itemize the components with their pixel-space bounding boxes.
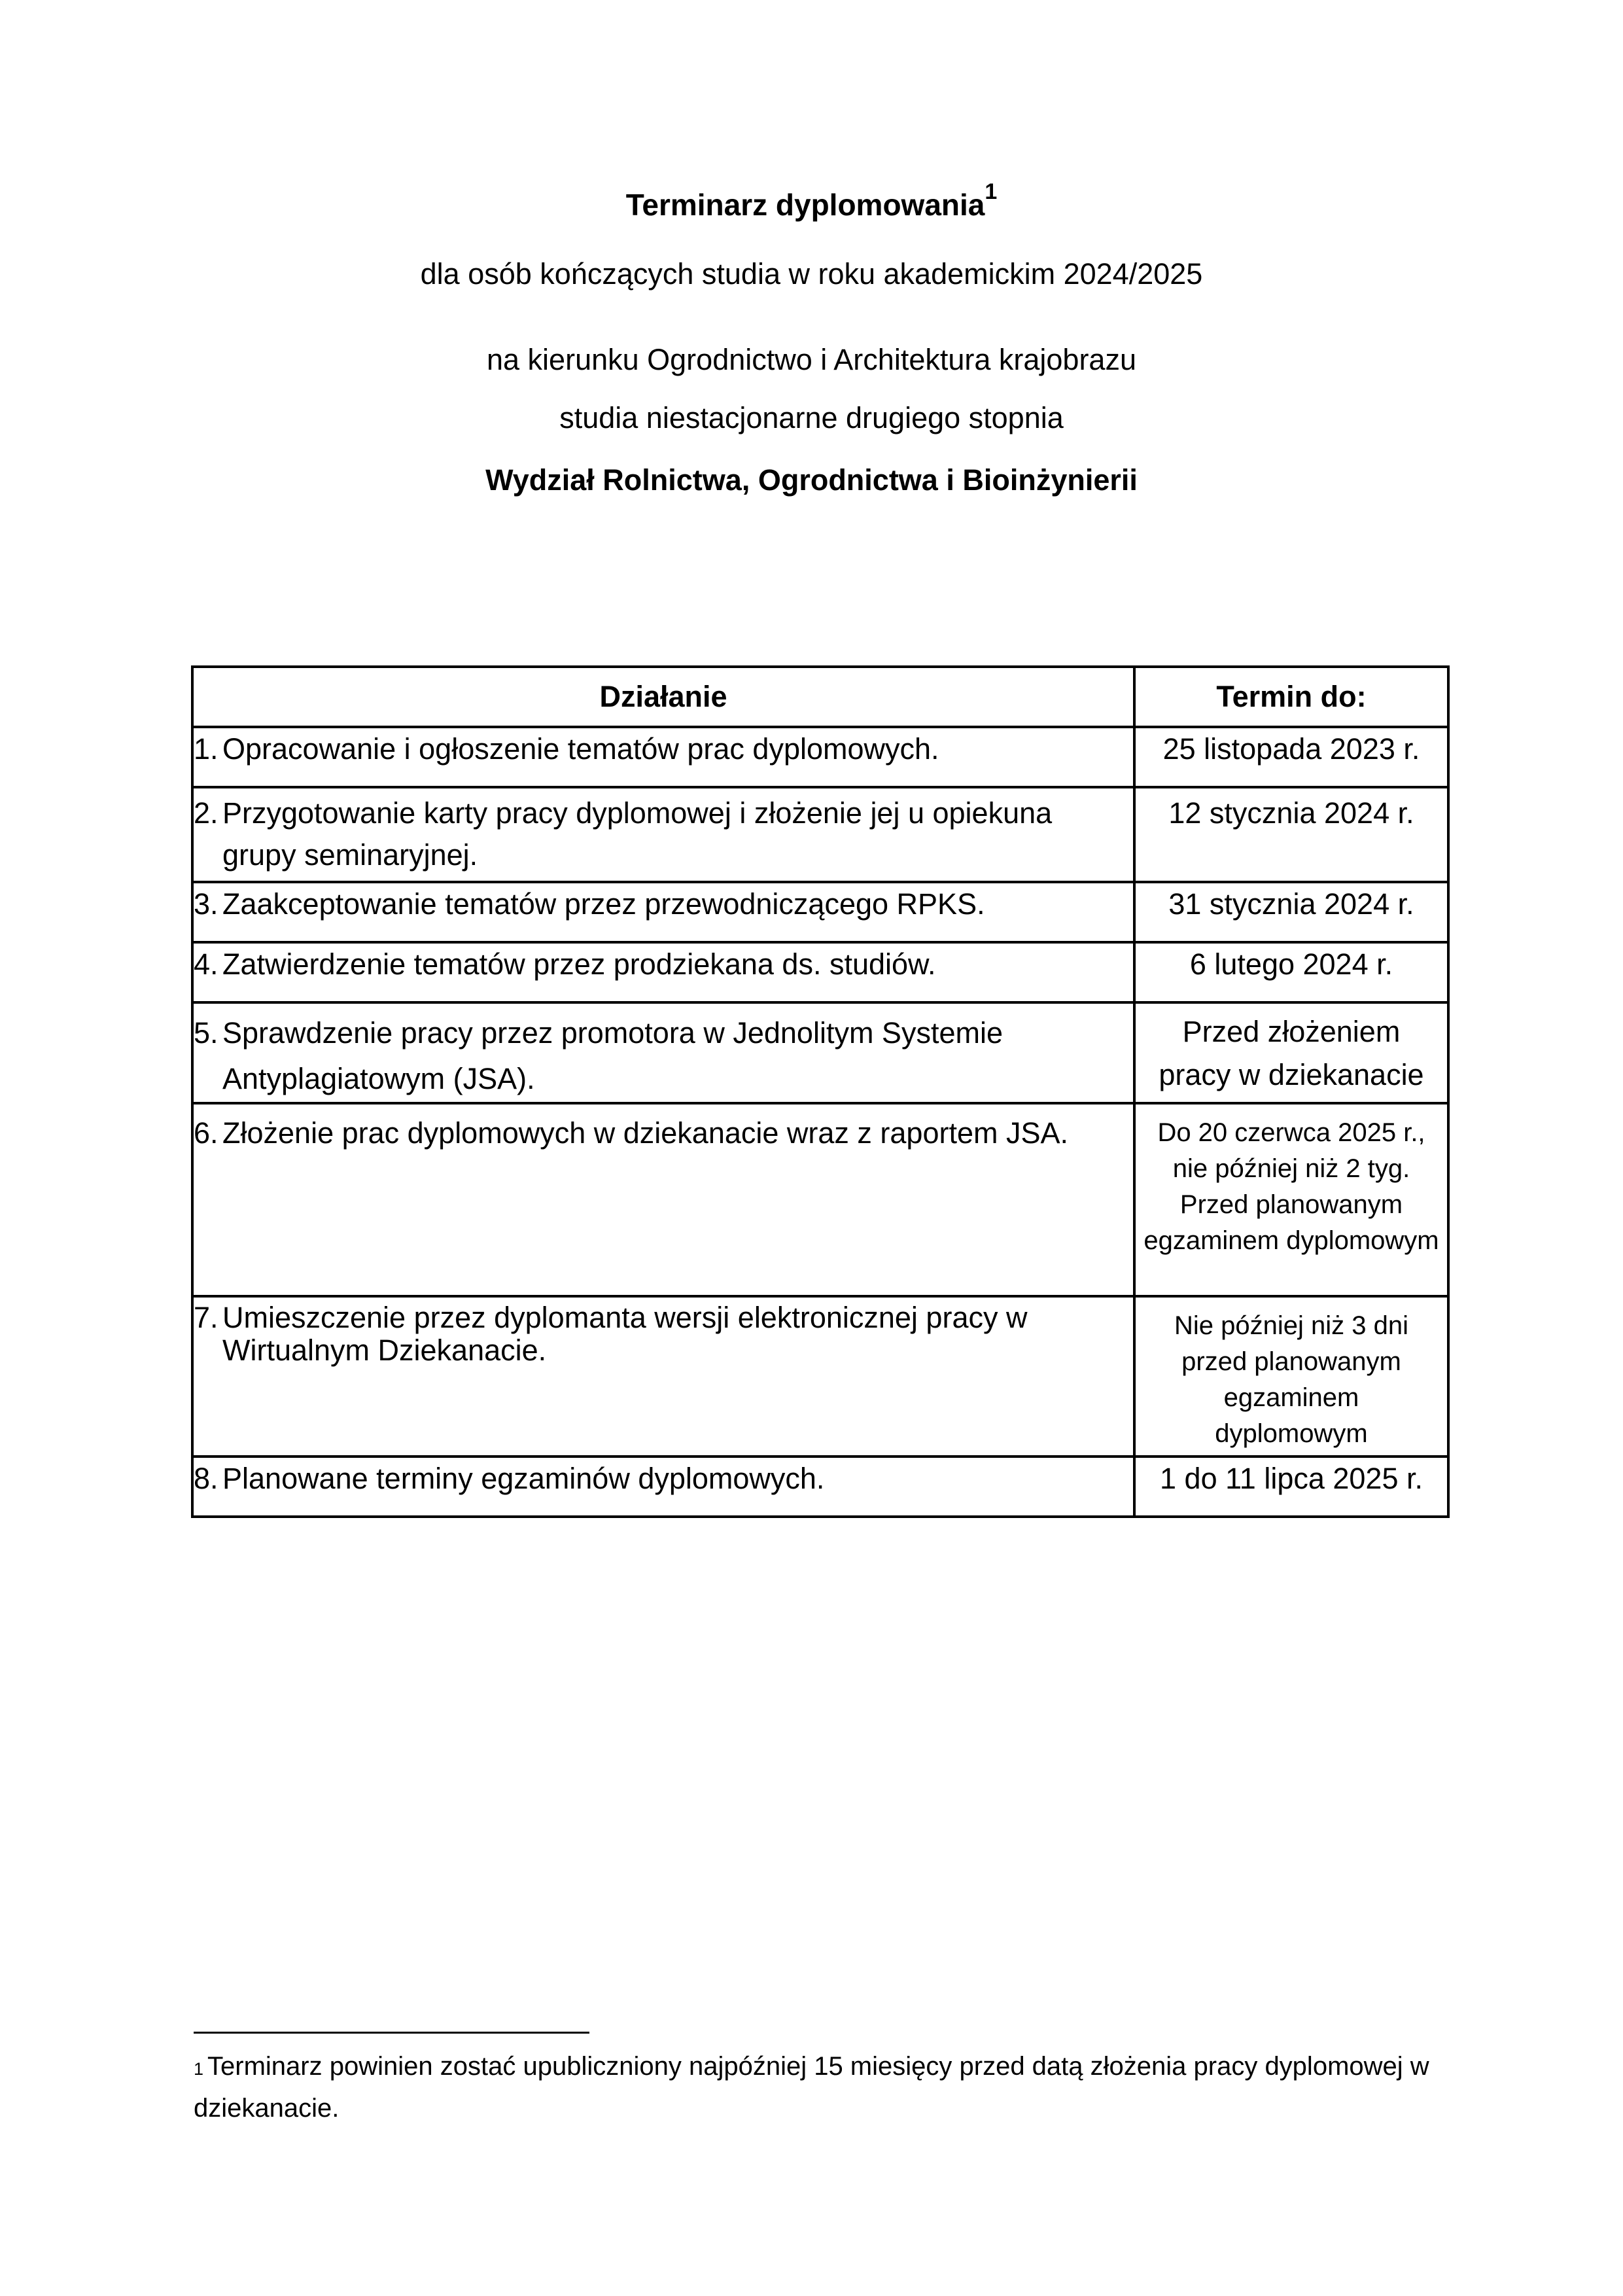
document-title — [0, 179, 1623, 222]
row-number: 5. — [194, 1016, 218, 1050]
row-number: 6. — [194, 1116, 218, 1150]
table-row — [192, 727, 1448, 787]
date-cell: 12 stycznia 2024 r. — [1134, 787, 1448, 882]
study-mode-line: studia niestacjonarne drugiego stopnia — [559, 401, 1064, 434]
action-cell — [192, 882, 1134, 942]
action-cell — [192, 727, 1134, 787]
footnote-separator — [194, 2032, 589, 2034]
date-cell: Do 20 czerwca 2025 r., nie później niż 2 tyg. Przed planowanym egzaminem dyplomowym — [1134, 1103, 1448, 1296]
row-number: 1. — [194, 732, 218, 766]
academic-year-line: dla osób kończących studia w roku akademickim 2024/2025 — [420, 257, 1203, 291]
action-cell — [192, 942, 1134, 1002]
table-row — [192, 787, 1448, 882]
column-header-action: Działanie — [192, 667, 1134, 727]
row-number: 3. — [194, 887, 218, 921]
date-cell: 31 stycznia 2024 r. — [1134, 882, 1448, 942]
table-row — [192, 882, 1448, 942]
schedule-table — [191, 665, 1450, 1518]
faculty-name: Wydział Rolnictwa, Ogrodnictwa i Bioinżynierii — [485, 463, 1138, 497]
footnote — [194, 2047, 1450, 2128]
field-of-study-line: na kierunku Ogrodnictwo i Architektura krajobrazu — [487, 343, 1136, 376]
row-number: 7. — [194, 1301, 218, 1334]
action-text: Sprawdzenie pracy przez promotora w Jednolitym Systemie Antyplagiatowym (JSA). — [222, 1016, 1003, 1095]
title-footnote-mark: 1 — [985, 179, 998, 204]
table-row — [192, 1457, 1448, 1517]
table-row — [192, 1002, 1448, 1103]
action-text: Przygotowanie karty pracy dyplomowej i złożenie jej u opiekuna grupy seminaryjnej. — [222, 796, 1053, 872]
action-cell — [192, 1103, 1134, 1296]
action-text: Opracowanie i ogłoszenie tematów prac dyplomowych. — [222, 732, 939, 766]
action-cell — [192, 1002, 1134, 1103]
date-cell: 25 listopada 2023 r. — [1134, 727, 1448, 787]
footnote-mark: 1 — [194, 2059, 204, 2079]
document-title-text: Terminarz dyplomowania — [625, 188, 985, 222]
date-cell: 1 do 11 lipca 2025 r. — [1134, 1457, 1448, 1517]
action-text: Umieszczenie przez dyplomanta wersji elektronicznej pracy w Wirtualnym Dziekanacie. — [222, 1301, 1028, 1367]
table-header-row — [192, 667, 1448, 727]
date-cell: Nie później niż 3 dni przed planowanym egzaminem dyplomowym — [1134, 1296, 1448, 1457]
action-text: Zaakceptowanie tematów przez przewodniczącego RPKS. — [222, 887, 985, 921]
action-cell — [192, 1296, 1134, 1457]
row-number: 4. — [194, 947, 218, 981]
action-text: Planowane terminy egzaminów dyplomowych. — [222, 1462, 825, 1495]
table-row — [192, 942, 1448, 1002]
document-header — [0, 179, 1623, 497]
date-cell: Przed złożeniem pracy w dziekanacie — [1134, 1002, 1448, 1103]
action-text: Złożenie prac dyplomowych w dziekanacie wraz z raportem JSA. — [222, 1116, 1069, 1150]
footnote-text: Terminarz powinien zostać upubliczniony najpóźniej 15 miesięcy przed datą złożenia pracy dyplomowej w dziekanacie. — [194, 2052, 1429, 2123]
date-cell: 6 lutego 2024 r. — [1134, 942, 1448, 1002]
action-cell — [192, 1457, 1134, 1517]
column-header-date: Termin do: — [1134, 667, 1448, 727]
table-row — [192, 1103, 1448, 1296]
row-number: 2. — [194, 796, 218, 830]
action-cell — [192, 787, 1134, 882]
table-row — [192, 1296, 1448, 1457]
row-number: 8. — [194, 1462, 218, 1495]
action-text: Zatwierdzenie tematów przez prodziekana ds. studiów. — [222, 947, 936, 981]
